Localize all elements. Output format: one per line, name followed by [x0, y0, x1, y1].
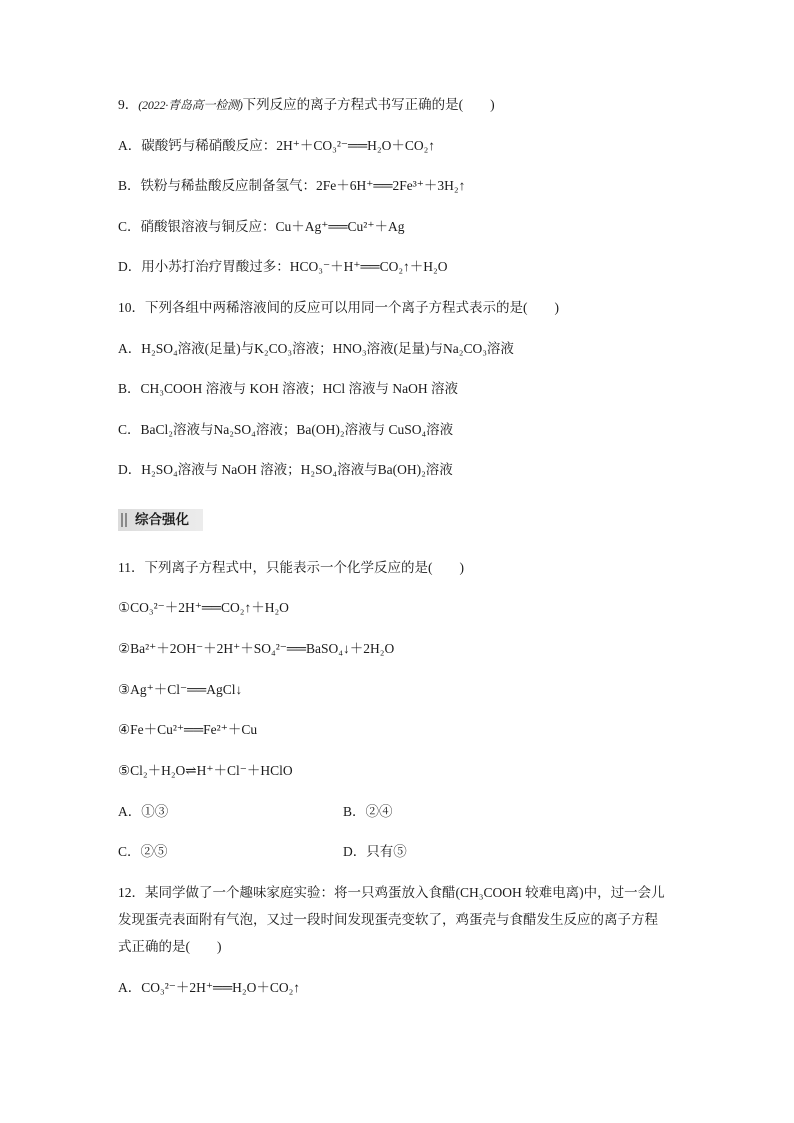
question-10-stem: 10．下列各组中两稀溶液间的反应可以用同一个离子方程式表示的是( ) [118, 300, 559, 315]
section-bar-icon [121, 513, 123, 527]
question-11-equation-3: ③Ag⁺＋Cl⁻══AgCl↓ [118, 682, 243, 697]
question-12-option-a: A．CO₃²⁻＋2H⁺══H₂O＋CO₂↑ [118, 980, 301, 995]
question-9-option-a: A．碳酸钙与稀硝酸反应：2H⁺＋CO₃²⁻══H₂O＋CO₂↑ [118, 138, 436, 153]
section-title: 综合强化 [135, 512, 189, 528]
question-12-stem-line-1: 12．某同学做了一个趣味家庭实验：将一只鸡蛋放入食醋(CH₃COOH 较难电离)中，过一会儿 [118, 885, 665, 900]
question-9-text: 下列反应的离子方程式书写正确的是( ) [242, 97, 495, 112]
question-9-option-c: C．硝酸银溶液与铜反应：Cu＋Ag⁺══Cu²⁺＋Ag [118, 219, 405, 234]
section-bar-icon [125, 513, 127, 527]
question-9-option-b: B．铁粉与稀盐酸反应制备氢气：2Fe＋6H⁺══2Fe³⁺＋3H₂↑ [118, 178, 466, 193]
question-10-option-b: B．CH₃COOH 溶液与 KOH 溶液；HCl 溶液与 NaOH 溶液 [118, 381, 458, 396]
question-11-option-d: D．只有⑤ [343, 844, 407, 859]
question-10-option-d: D．H₂SO₄溶液与 NaOH 溶液；H₂SO₄溶液与Ba(OH)₂溶液 [118, 462, 453, 477]
question-9-source: (2022·青岛高一检测) [138, 98, 243, 112]
question-11-stem: 11．下列离子方程式中，只能表示一个化学反应的是( ) [118, 560, 464, 575]
question-12-stem-line-3: 式正确的是( ) [118, 939, 222, 954]
question-11-equation-2: ②Ba²⁺＋2OH⁻＋2H⁺＋SO₄²⁻══BaSO₄↓＋2H₂O [118, 641, 395, 656]
question-9-option-d: D．用小苏打治疗胃酸过多：HCO₃⁻＋H⁺══CO₂↑＋H₂O [118, 259, 448, 274]
question-9-stem [118, 96, 495, 114]
question-11-option-c: C．②⑤ [118, 844, 168, 859]
question-11-option-b: B．②④ [343, 804, 393, 819]
question-10-option-c: C．BaCl₂溶液与Na₂SO₄溶液；Ba(OH)₂溶液与 CuSO₄溶液 [118, 422, 454, 437]
question-11-equation-1: ①CO₃²⁻＋2H⁺══CO₂↑＋H₂O [118, 600, 289, 615]
question-10-option-a: A．H₂SO₄溶液(足量)与K₂CO₃溶液；HNO₃溶液(足量)与Na₂CO₃溶液 [118, 341, 514, 356]
question-11-equation-5: ⑤Cl₂＋H₂O⇌H⁺＋Cl⁻＋HClO [118, 763, 293, 778]
question-9-number: 9． [118, 97, 139, 112]
question-11-equation-4: ④Fe＋Cu²⁺══Fe²⁺＋Cu [118, 722, 258, 737]
question-12-stem-line-2: 发现蛋壳表面附有气泡，又过一段时间发现蛋壳变软了，鸡蛋壳与食醋发生反应的离子方程 [118, 912, 658, 927]
section-header [118, 509, 203, 531]
question-11-option-a: A．①③ [118, 804, 169, 819]
